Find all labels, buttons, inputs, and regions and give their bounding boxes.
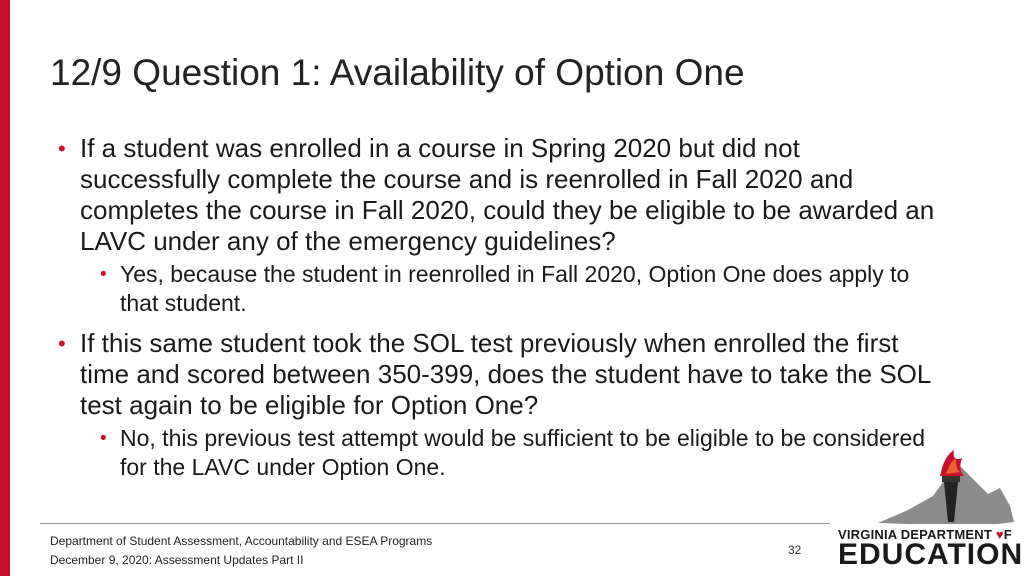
slide-title: 12/9 Question 1: Availability of Option One bbox=[50, 52, 745, 93]
sub-bullet-1-text: Yes, because the student in reenrolled in Fall 2020, Option One does apply to that student. bbox=[120, 261, 910, 316]
bullet-2 bbox=[58, 328, 938, 421]
sub-bullet-dot: • bbox=[100, 264, 107, 285]
logo-text-department: VIRGINIA DEPARTMENT ♥F bbox=[838, 527, 1012, 542]
accent-bar bbox=[0, 0, 10, 576]
bullet-2-text: If this same student took the SOL test previously when enrolled the first time and scored between 350-399, does the student have to take the SOL test again to be eligible for Option One? bbox=[80, 328, 931, 420]
sub-bullet-2-text: No, this previous test attempt would be sufficient to be eligible to be considered for the LAVC under Option One. bbox=[120, 425, 926, 480]
footer-divider bbox=[40, 523, 830, 524]
footer-department: Department of Student Assessment, Accountability and ESEA Programs bbox=[50, 534, 433, 548]
logo-text-education: EDUCATION bbox=[838, 538, 1024, 571]
bullet-1-text: If a student was enrolled in a course in Spring 2020 but did not successfully complete the course and is reenrolled in Fall 2020 and completes the course in Fall 2020, could they be eligible to be awarded an LAVC under any of the emergency guidelines? bbox=[80, 133, 935, 256]
page-number: 32 bbox=[788, 543, 802, 557]
sub-bullet-2 bbox=[58, 424, 938, 482]
sub-bullet-dot: • bbox=[100, 428, 107, 449]
sub-bullet-1 bbox=[58, 260, 938, 318]
bullet-dot: • bbox=[58, 136, 66, 161]
slide-content bbox=[58, 133, 938, 482]
bullet-dot: • bbox=[58, 331, 66, 356]
bullet-1 bbox=[58, 133, 938, 257]
footer-date: December 9, 2020: Assessment Updates Part II bbox=[50, 553, 304, 567]
